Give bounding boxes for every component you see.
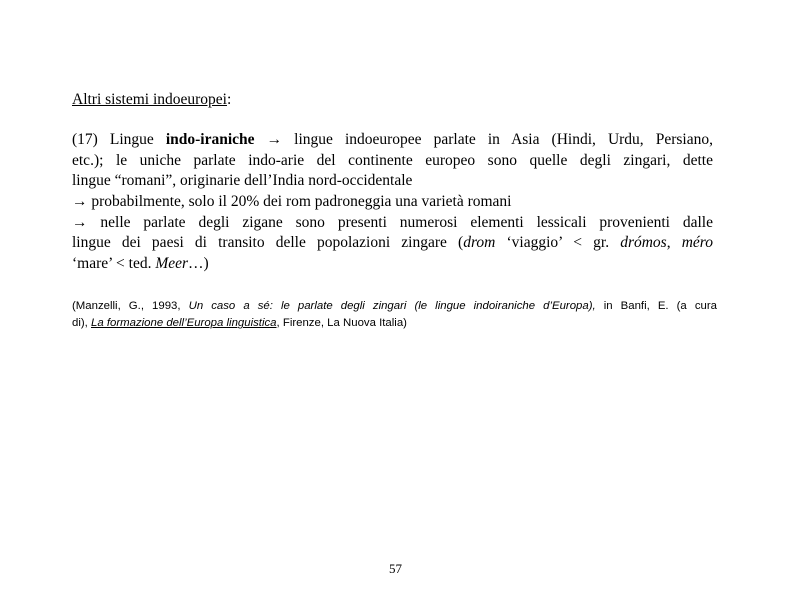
ref-line-2 [72,315,717,332]
para-text: lingue dei paesi di transito delle popolazioni zingare ( [72,234,464,252]
para-line-6 [72,233,713,254]
bibliographic-reference [72,298,717,333]
word-drom: drom [463,234,496,252]
para-line-7 [72,254,713,275]
ref-line-1 [72,298,717,315]
para-text: ‘viaggio’ < gr. [495,234,621,252]
term-indo-iraniche: indo-iraniche [165,131,255,148]
page-number: 57 [389,561,402,576]
section-17-paragraph [72,130,713,275]
word-mero: méro [681,234,714,252]
ref-text: di), [72,317,91,330]
heading-title: Altri sistemi indoeuropei [72,91,227,108]
para-text: ‘mare’ < ted. [72,255,156,273]
para-text: (17) Lingue [72,131,166,148]
para-line-3: lingue “romani”, originarie dell’India nord-occidentale [72,172,413,190]
ref-book-title: La formazione dell’Europa linguistica [91,317,277,330]
ref-title: Un caso a sé: le parlate degli zingari (le lingue indoiraniche d’Europa), [188,300,596,312]
para-text: , [666,234,682,252]
heading-colon: : [226,91,232,108]
para-line-4: → probabilmente, solo il 20% dei rom padroneggia una varietà romani [72,193,512,211]
ref-text: , Firenze, La Nuova Italia) [276,317,407,330]
ref-text: (Manzelli, G., 1993, [72,300,189,312]
para-line-2: etc.); le uniche parlate indo-arie del continente europeo sono quelle degli zingari, dette [72,151,713,169]
para-line-1 [72,130,713,151]
para-text: → lingue indoeuropee parlate in Asia (Hindi, Urdu, Persiano, [254,131,713,148]
word-dromos: drómos [620,234,667,252]
word-meer: Meer [155,255,189,273]
section-heading [72,90,231,110]
ref-text: in Banfi, E. (a cura [595,300,717,312]
para-text: …) [188,255,209,273]
para-line-5: → nelle parlate degli zigane sono presenti numerosi elementi lessicali provenienti dalle [72,213,713,231]
